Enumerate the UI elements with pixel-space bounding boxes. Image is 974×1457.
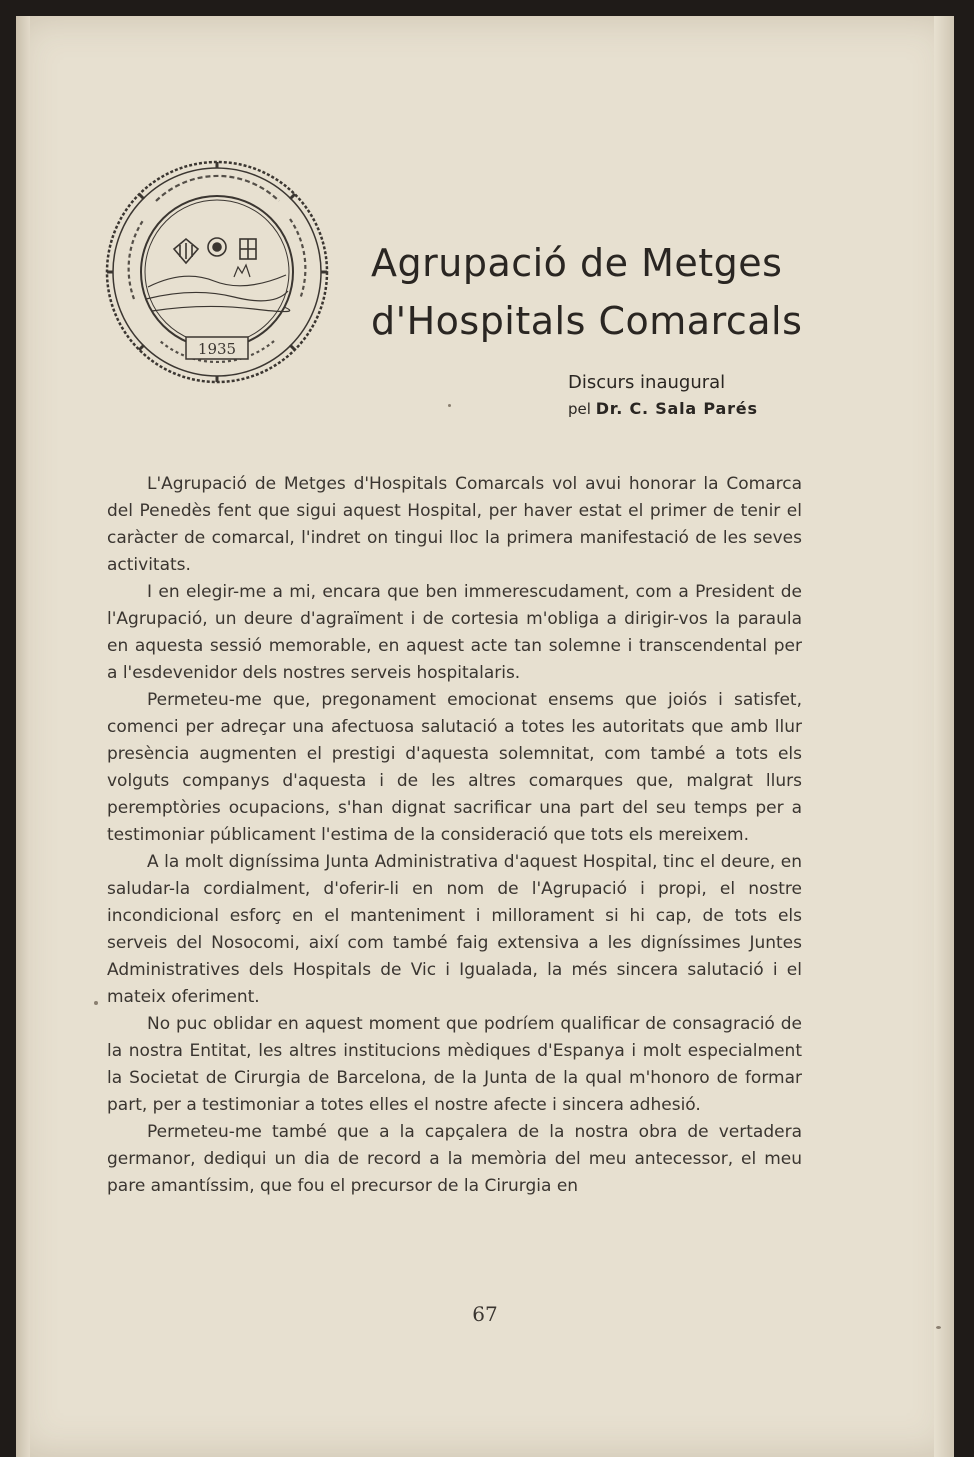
title-line-2: d'Hospitals Comarcals: [371, 299, 803, 343]
page-number: 67: [472, 1302, 498, 1326]
page-binding-edge: [16, 16, 30, 1457]
seal-year: 1935: [197, 340, 237, 358]
body-paragraph: L'Agrupació de Metges d'Hospitals Comarcals vol avui honorar la Comarca del Penedès fent que sigui aquest Hospital, per haver estat el primer de tenir el caràcter de comarcal, l'indret on tingui lloc la primera manifestació de les seves activitats.: [107, 474, 802, 575]
paper-speck: [448, 404, 451, 407]
subtitle-author-line: [568, 396, 828, 422]
page-right-edge: [934, 16, 954, 1457]
author-name: Dr. C. Sala Parés: [595, 399, 758, 418]
title-line-1: Agrupació de Metges: [371, 241, 783, 285]
body-paragraph: I en elegir-me a mi, encara que ben immerescudament, com a President de l'Agrupació, un deure d'agraïment i de cortesia m'obliga a dirigir-vos la paraula en aquesta sessió memorable, en aquest acte tan solemne i transcendental per a l'esdevenidor dels nostres serveis hospitalaris.: [107, 582, 802, 683]
article-title: [371, 234, 821, 350]
association-seal-logo: [104, 159, 330, 385]
document-page: [16, 16, 954, 1457]
article-body: [107, 471, 802, 1200]
subtitle-discourse: Discurs inaugural: [568, 372, 726, 393]
body-paragraph: Permeteu-me també que a la capçalera de la nostra obra de vertadera germanor, dediqui un dia de record a la memòria del meu antecessor, el meu pare amantíssim, que fou el precursor de la Cirurgia en: [107, 1122, 802, 1196]
body-paragraph: No puc oblidar en aquest moment que podríem qualificar de consagració de la nostra Entitat, les altres institucions mèdiques d'Espanya i molt especialment la Societat de Cirurgia de Barcelona, de la Junta de la qual m'honoro de formar part, per a testimoniar a totes elles el nostre afecte i sincera adhesió.: [107, 1014, 802, 1115]
article-subtitle: [568, 370, 828, 422]
body-paragraph: A la molt digníssima Junta Administrativa d'aquest Hospital, tinc el deure, en saludar-la cordialment, d'oferir-li en nom de l'Agrupació i propi, el nostre incondicional esforç en el manteniment i millorament si hi cap, de tots els serveis del Nosocomi, així com també faig extensiva a les digníssimes Juntes Administratives dels Hospitals de Vic i Igualada, la més sincera salutació i el mateix oferiment.: [107, 852, 802, 1007]
body-paragraph: Permeteu-me que, pregonament emocionat ensems que joiós i satisfet, comenci per adreçar una afectuosa salutació a totes les autoritats que amb llur presència augmenten el prestigi d'aquesta solemnitat, com també a tots els volguts companys d'aquesta i de les altres comarques que, malgrat llurs peremptòries ocupacions, s'han dignat sacrificar una part del seu temps per a testimoniar públicament l'estima de la consideració que tots els mereixem.: [107, 690, 802, 845]
paper-speck: [936, 1326, 941, 1329]
paper-speck: [94, 1001, 98, 1005]
author-prefix: pel: [568, 400, 591, 418]
